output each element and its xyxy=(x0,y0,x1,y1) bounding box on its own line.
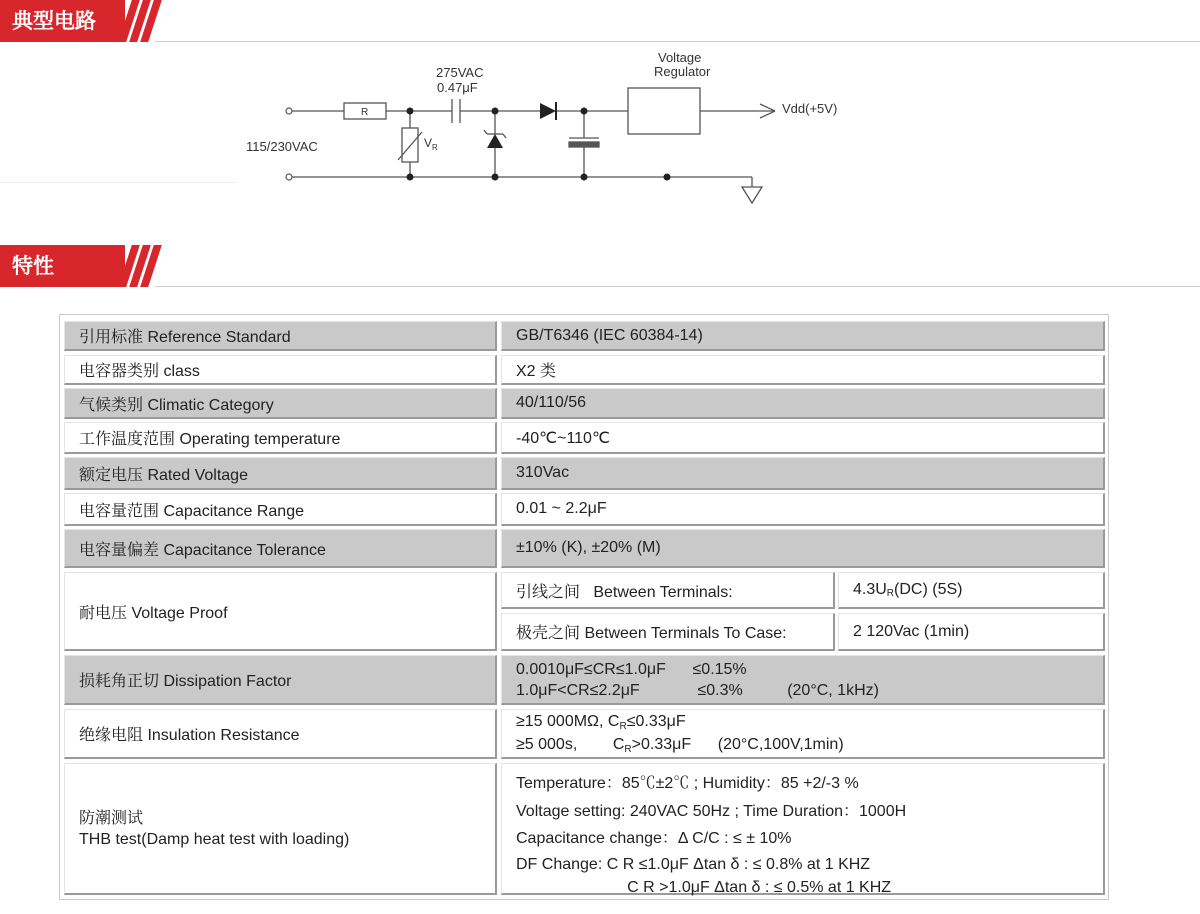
operating-temperature-label: 工作温度范围 Operating temperature xyxy=(64,422,497,454)
thb-line-5: C R >1.0μF Δtan δ : ≤ 0.5% at 1 KHZ xyxy=(516,878,892,896)
header-rule xyxy=(155,41,1200,42)
header-rule xyxy=(155,286,1200,287)
typical-circuit-diagram xyxy=(240,48,860,218)
input-voltage-label: 115/230VAC xyxy=(246,139,318,154)
thb-line-1: Temperature：85℃±2℃ ; Humidity：85 +2/-3 % xyxy=(516,775,859,792)
zener-diode-symbol xyxy=(487,134,503,148)
between-terminals-value: 4.3U R (DC) (5S) xyxy=(838,572,1105,609)
terminals-to-case-label: 极壳之间 Between Terminals To Case: xyxy=(501,613,835,651)
varistor-label: $V_R$ xyxy=(424,136,438,152)
spec-table xyxy=(59,314,1109,900)
insulation-resistance-value xyxy=(501,709,1105,759)
section-header-specs xyxy=(0,245,1200,287)
varistor-symbol xyxy=(402,128,418,162)
capacitance-range-value: 0.01 ~ 2.2μF xyxy=(501,493,1105,526)
between-terminals-label: 引线之间 Between Terminals: xyxy=(501,572,835,609)
circuit-divider xyxy=(0,182,236,183)
dissipation-factor-label: 损耗角正切 Dissipation Factor xyxy=(64,655,497,705)
insulation-line-2: ≥5 000s, CR>0.33μF (20°C,100V,1min) xyxy=(516,735,844,755)
thb-test-value xyxy=(501,763,1105,895)
diode-symbol xyxy=(540,103,556,119)
section-title-circuit: 典型电路 xyxy=(0,0,125,42)
section-title-specs: 特性 xyxy=(0,245,125,287)
capacitor-value-label: 0.47μF xyxy=(437,80,478,95)
voltage-regulator-box xyxy=(628,88,700,134)
class-value: X2 类 xyxy=(501,355,1105,385)
dissipation-factor-value xyxy=(501,655,1105,705)
capacitor-rating-label: 275VAC xyxy=(436,65,484,80)
regulator-label-1: Voltage xyxy=(658,50,702,65)
reference-standard-value: GB/T6346 (IEC 60384-14) xyxy=(501,321,1105,351)
reference-standard-label: 引用标准 Reference Standard xyxy=(64,321,497,351)
insulation-resistance-label: 绝缘电阻 Insulation Resistance xyxy=(64,709,497,759)
capacitance-range-label: 电容量范围 Capacitance Range xyxy=(64,493,497,526)
climatic-category-label: 气候类别 Climatic Category xyxy=(64,388,497,419)
rated-voltage-value: 310Vac xyxy=(501,457,1105,490)
thb-line-3: Capacitance change：Δ C/C : ≤ ± 10% xyxy=(516,830,792,847)
voltage-proof-label: 耐电压 Voltage Proof xyxy=(64,572,497,651)
terminals-to-case-value: 2 120Vac (1min) xyxy=(838,613,1105,651)
output-voltage-label: Vdd(+5V) xyxy=(782,101,838,116)
resistor-label: R xyxy=(361,107,369,118)
insulation-line-1: ≥15 000MΩ, CR≤0.33μF xyxy=(516,712,686,732)
thb-line-4: DF Change: C R ≤1.0μF Δtan δ : ≤ 0.8% at 1 KHZ xyxy=(516,855,871,873)
ground-symbol xyxy=(742,187,762,203)
climatic-category-value: 40/110/56 xyxy=(501,388,1105,419)
thb-test-label: 防潮测试 THB test(Damp heat test with loading) xyxy=(64,763,497,895)
capacitance-tolerance-value: ±10% (K), ±20% (M) xyxy=(501,529,1105,568)
dissipation-line-1: 0.0010μF≤CR≤1.0μF ≤0.15% xyxy=(516,660,747,678)
thb-line-2: Voltage setting: 240VAC 50Hz ; Time Duration：1000H xyxy=(516,802,907,820)
rated-voltage-label: 额定电压 Rated Voltage xyxy=(64,457,497,490)
capacitance-tolerance-label: 电容量偏差 Capacitance Tolerance xyxy=(64,529,497,568)
regulator-label-2: Regulator xyxy=(654,64,711,79)
class-label: 电容器类别 class xyxy=(64,355,497,385)
operating-temperature-value: -40℃~110℃ xyxy=(501,422,1105,454)
section-header-circuit xyxy=(0,0,1200,42)
dissipation-line-2: 1.0μF<CR≤2.2μF ≤0.3% (20°C, 1kHz) xyxy=(516,681,879,699)
